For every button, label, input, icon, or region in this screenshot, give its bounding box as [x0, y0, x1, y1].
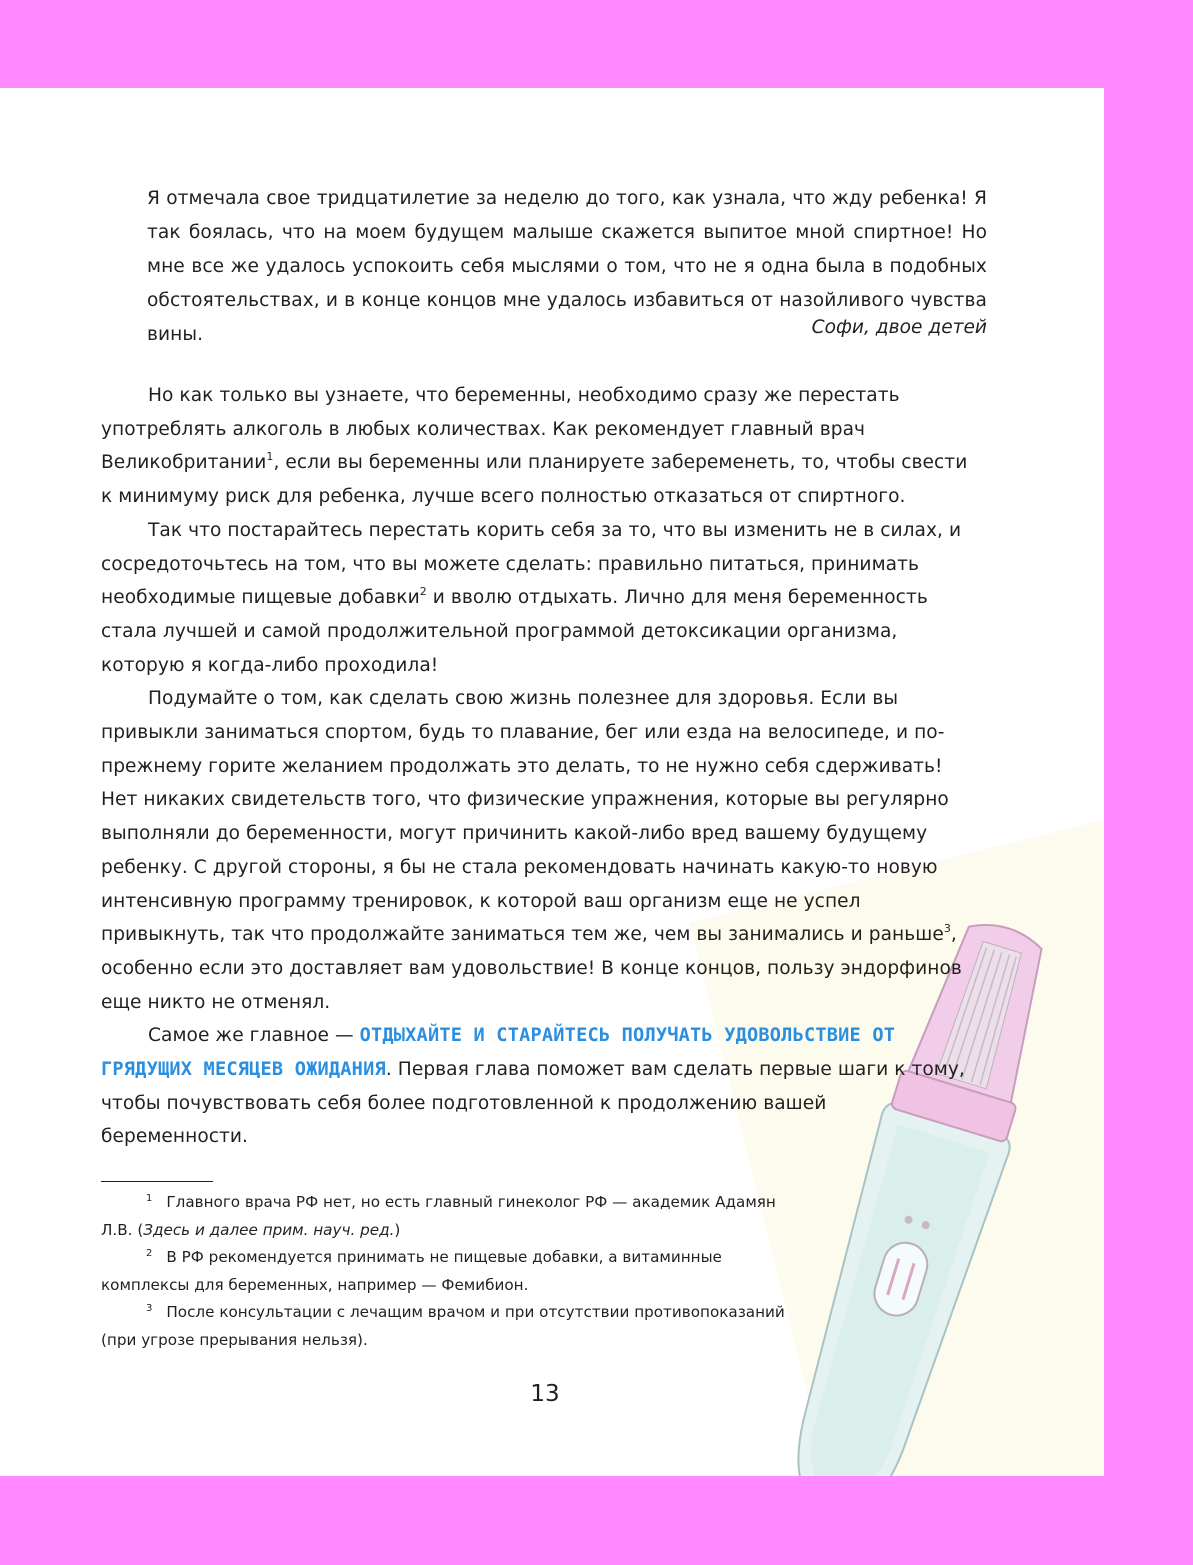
quote-text: Я отмечала свое тридцатилетие за неделю до того, как узнала, что жду ребенка! Я так боялась, что на моем будущем малыше скажется выпитое мной спиртное! Но мне все же удалось успокоить себя мыслями о том, что не я одна была в подобных обстоятельствах, и в конце концов мне удалось избавиться от назойливого чувства вины. — [147, 188, 987, 345]
footnote-ref[interactable]: 3 — [943, 922, 951, 936]
paragraph: Но как только вы узнаете, что беременны, необходимо сразу же перестать употреблять алкоголь в любых количествах. Как рекомендует главный врач Великобритании$^1$, если вы беременны или планируете забеременеть, то, чтобы свести к минимуму риск для ребенка, лучше всего полностью отказаться от спиртного. — [101, 385, 968, 508]
footnote-ref[interactable]: 2 — [419, 585, 427, 599]
footnote: $^1$ Главного врача РФ нет, но есть главный гинеколог РФ — академик Адамян Л.В. (Здесь и далее прим. науч. ред.) — [101, 1193, 776, 1239]
footnote-divider — [101, 1181, 213, 1182]
page-number: 13 — [530, 1381, 560, 1407]
body-text — [101, 379, 971, 1154]
highlighted-phrase: ОТДЫХАЙТЕ И СТАРАЙТЕСЬ ПОЛУЧАТЬ УДОВОЛЬСТВИЕ ОТ ГРЯДУЩИХ МЕСЯЦЕВ ОЖИДАНИЯ — [101, 1025, 896, 1081]
book-page — [0, 88, 1104, 1476]
footnote: $^3$ После консультации с лечащим врачом и при отсутствии противопоказаний (при угрозе прерывания нельзя). — [101, 1303, 785, 1349]
footnotes — [101, 1189, 801, 1354]
footnote: $^2$ В РФ рекомендуется принимать не пищевые добавки, а витаминные комплексы для беременных, например — Фемибион. — [101, 1248, 722, 1294]
paragraph: Самое же главное — ОТДЫХАЙТЕ И СТАРАЙТЕСЬ ПОЛУЧАТЬ УДОВОЛЬСТВИЕ ОТ ГРЯДУЩИХ МЕСЯЦЕВ ОЖИДАНИЯ. Первая глава поможет вам сделать первые шаги к тому, чтобы почувствовать себя более подготовленной к продолжению вашей беременности. — [101, 1025, 965, 1148]
footnote-ref[interactable]: 1 — [266, 450, 274, 464]
paragraph: Подумайте о том, как сделать свою жизнь полезнее для здоровья. Если вы привыкли заниматься спортом, будь то плавание, бег или езда на велосипеде, и по-прежнему горите желанием продолжать это делать, то не нужно себя сдерживать! Нет никаких свидетельств того, что физические упражнения, которые вы регулярно выполняли до беременности, могут причинить какой-либо вред вашему будущему ребенку. С другой стороны, я бы не стала рекомендовать начинать какую-то новую интенсивную программу тренировок, к которой ваш организм еще не успел привыкнуть, так что продолжайте заниматься тем же, чем вы занимались и раньше$^3$, особенно если это доставляет вам удовольствие! В конце концов, пользу эндорфинов еще никто не отменял. — [101, 688, 962, 1013]
paragraph: Так что постарайтесь перестать корить себя за то, что вы изменить не в силах, и сосредоточьтесь на том, что вы можете сделать: правильно питаться, принимать необходимые пищевые добавки$^2$ и вволю отдыхать. Лично для меня беременность стала лучшей и самой продолжительной программой детоксикации организма, которую я когда-либо проходила! — [101, 519, 962, 676]
quote-attribution: Софи, двое детей — [811, 317, 987, 338]
